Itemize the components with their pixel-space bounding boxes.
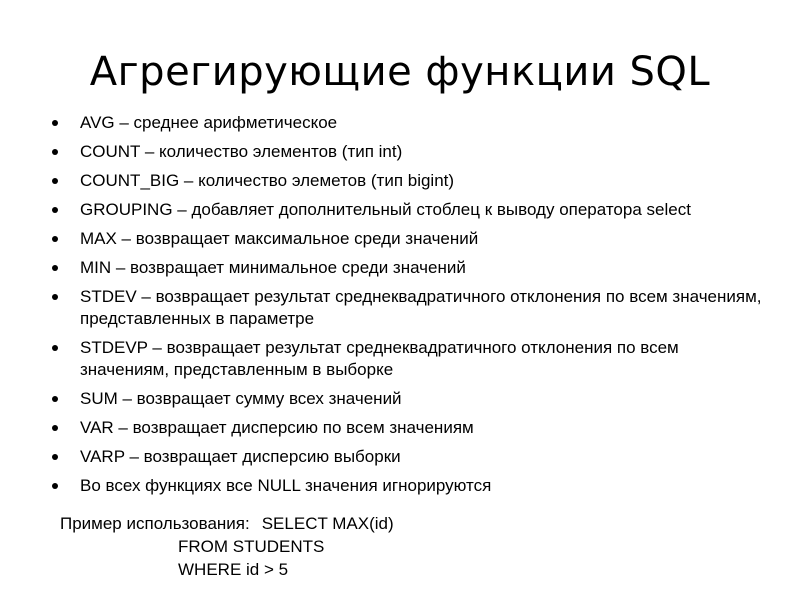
- bullet-dot-icon: [52, 294, 58, 300]
- bullet-text: COUNT_BIG – количество элеметов (тип bigint): [80, 171, 455, 190]
- bullet-text: AVG – среднее арифметическое: [80, 113, 338, 132]
- function-list: [52, 112, 772, 504]
- bullet-max: [52, 228, 772, 250]
- bullet-count: [52, 141, 772, 163]
- bullet-dot-icon: [52, 454, 58, 460]
- bullet-text: STDEVP – возвращает результат среднеквадратичного отклонения по всем значениям, представленным в выборке: [80, 338, 679, 379]
- bullet-text: STDEV – возвращает результат среднеквадратичного отклонения по всем значениям, представленных в параметре: [80, 287, 762, 328]
- example-code-line-3: WHERE id > 5: [178, 560, 289, 579]
- example-label: Пример использования:: [60, 514, 250, 533]
- bullet-avg: [52, 112, 772, 134]
- bullet-dot-icon: [52, 120, 58, 126]
- example-code-line-1: SELECT MAX(id): [261, 514, 394, 533]
- bullet-text: Во всех функциях все NULL значения игнорируются: [80, 476, 492, 495]
- bullet-text: COUNT – количество элементов (тип int): [80, 142, 403, 161]
- bullet-dot-icon: [52, 236, 58, 242]
- bullet-grouping: [52, 199, 772, 221]
- bullet-dot-icon: [52, 207, 58, 213]
- bullet-dot-icon: [52, 178, 58, 184]
- bullet-count-big: [52, 170, 772, 192]
- bullet-text: SUM – возвращает сумму всех значений: [80, 389, 402, 408]
- bullet-dot-icon: [52, 396, 58, 402]
- bullet-text: MIN – возвращает минимальное среди значений: [80, 258, 466, 277]
- bullet-dot-icon: [52, 149, 58, 155]
- bullet-text: MAX – возвращает максимальное среди значений: [80, 229, 479, 248]
- bullet-varp: [52, 446, 772, 468]
- example-row-1: [60, 512, 394, 535]
- bullet-text: GROUPING – добавляет дополнительный стоблец к выводу оператора select: [80, 200, 691, 219]
- bullet-text: VAR – возвращает дисперсию по всем значениям: [80, 418, 474, 437]
- example-code-line-2: FROM STUDENTS: [178, 537, 325, 556]
- bullet-dot-icon: [52, 345, 58, 351]
- bullet-stdevp: [52, 337, 772, 381]
- bullet-stdev: [52, 286, 772, 330]
- bullet-null-note: [52, 475, 772, 497]
- bullet-dot-icon: [52, 265, 58, 271]
- bullet-dot-icon: [52, 425, 58, 431]
- bullet-sum: [52, 388, 772, 410]
- bullet-var: [52, 417, 772, 439]
- bullet-text: VARP – возвращает дисперсию выборки: [80, 447, 401, 466]
- bullet-min: [52, 257, 772, 279]
- bullet-dot-icon: [52, 483, 58, 489]
- usage-example: [60, 512, 394, 581]
- slide-title: Агрегирующие функции SQL: [89, 49, 711, 95]
